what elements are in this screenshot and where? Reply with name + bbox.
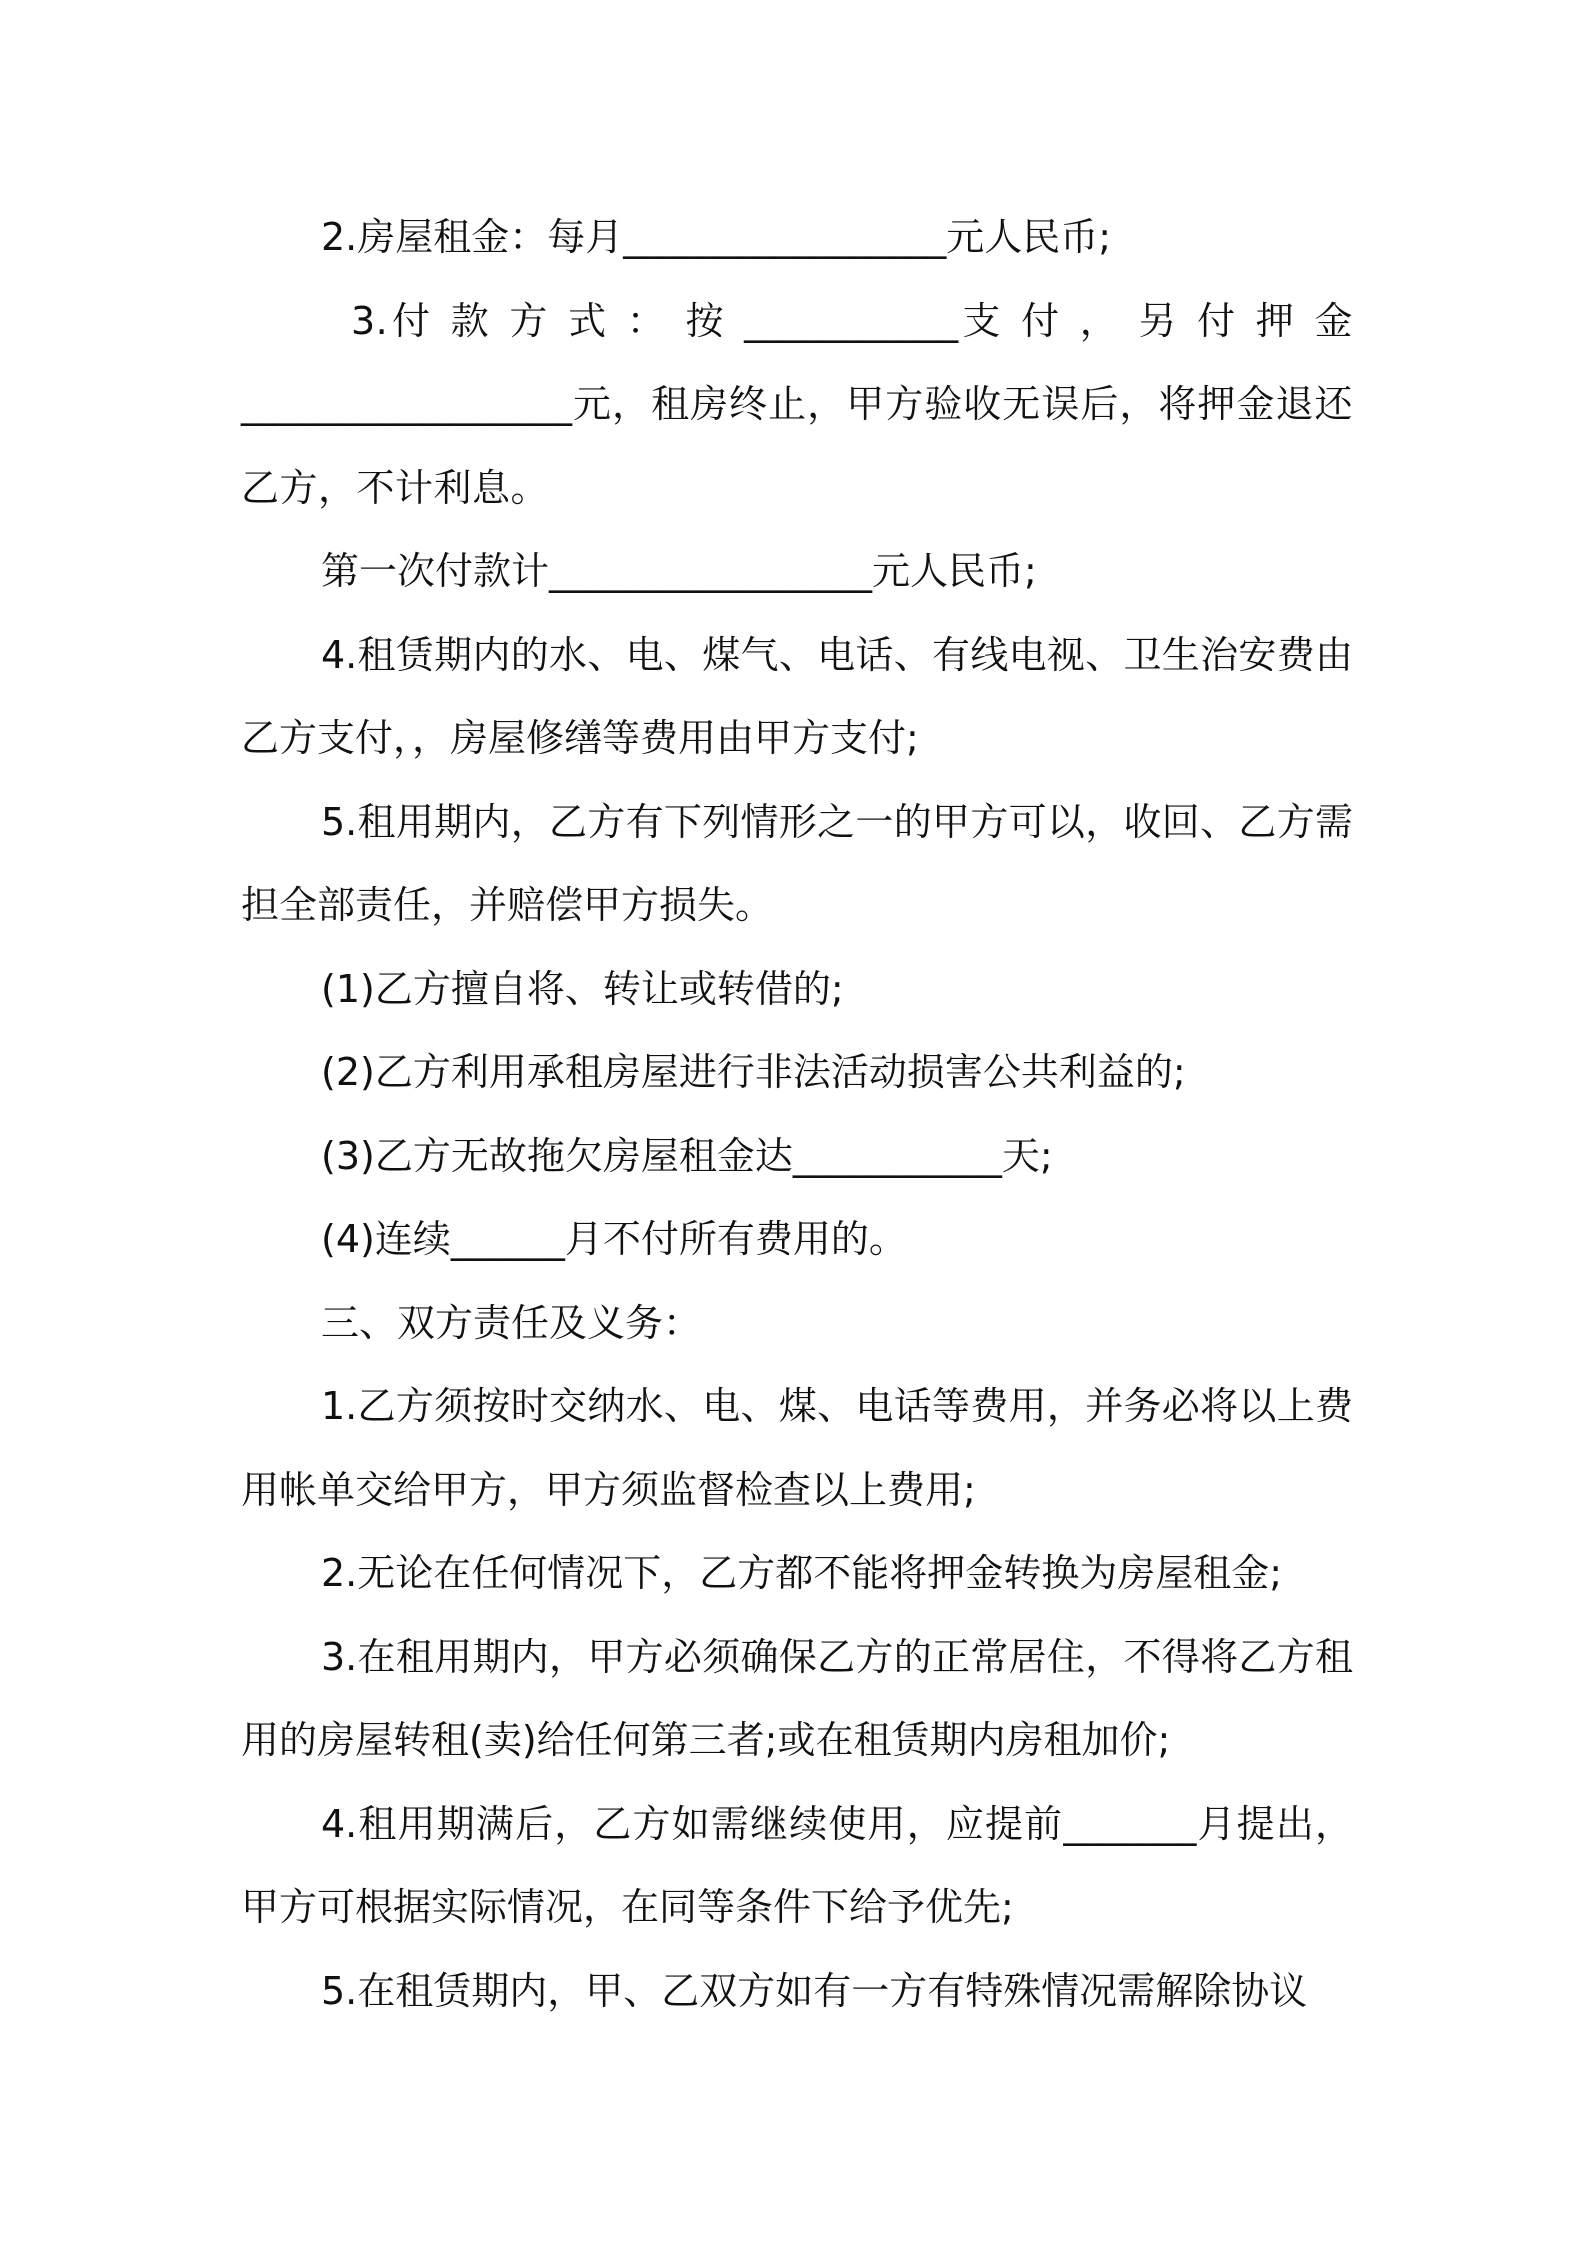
clause-termination-conditions: 5.租用期内，乙方有下列情形之一的甲方可以，收回、乙方需担全部责任，并赔偿甲方损失。 xyxy=(241,799,1353,927)
duty-item-2: 2.无论在任何情况下，乙方都不能将押金转换为房屋租金; xyxy=(321,1551,1283,1595)
duty-item-4: 4.租用期满后，乙方如需继续使用，应提前_______月提出，甲方可根据实际情况，在同等条件下给予优先; xyxy=(241,1801,1353,1929)
duty-item-5: 5.在租赁期内，甲、乙双方如有一方有特殊情况需解除协议 xyxy=(321,1968,1308,2013)
condition-item-3: (3)乙方无故拖欠房屋租金达___________天; xyxy=(321,1133,1053,1178)
section-heading-responsibilities: 三、双方责任及义务： xyxy=(321,1300,702,1345)
duty-item-1: 1.乙方须按时交纳水、电、煤、电话等费用，并务必将以上费用帐单交给甲方，甲方须监督检查以上费用; xyxy=(241,1384,1353,1512)
duty-item-3: 3.在租用期内，甲方必须确保乙方的正常居住，不得将乙方租用的房屋转租(卖)给任何第三者;或在租赁期内房租加价; xyxy=(241,1634,1353,1762)
clause-rent: 2.房屋租金：每月_________________元人民币; xyxy=(321,215,1112,259)
clause-first-payment: 第一次付款计_________________元人民币; xyxy=(321,549,1037,593)
document-page xyxy=(241,196,1353,2033)
condition-item-2: (2)乙方利用承租房屋进行非法活动损害公共利益的; xyxy=(321,1050,1186,1094)
clause-utilities: 4.租赁期内的水、电、煤气、电话、有线电视、卫生治安费由乙方支付，，房屋修缮等费用由甲方支付; xyxy=(241,632,1353,760)
condition-item-4: (4)连续______月不付所有费用的。 xyxy=(321,1217,907,1261)
condition-item-1: (1)乙方擅自将、转让或转借的; xyxy=(321,966,844,1011)
clause-payment-method: 3.付 款 方 式 ： 按 ___________支 付 ， 另 付 押 金 _________________元，租房终止，甲方验收无误后，将押金退还乙方，不计利息。 xyxy=(241,298,1353,510)
